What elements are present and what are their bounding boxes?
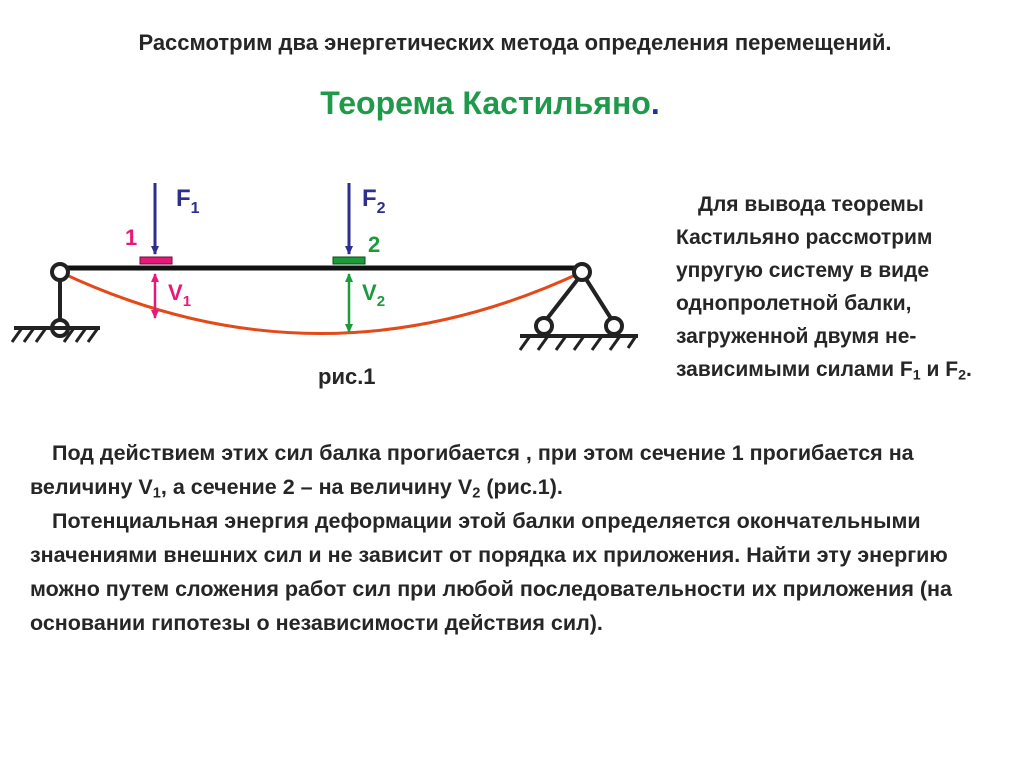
paragraph1-part1: Под действием этих сил балка прогибается , при этом сечение 1 прогибается на величину V [30, 441, 914, 499]
section-1-label: 1 [125, 225, 138, 250]
force-f1-label: $F_1$ [176, 185, 200, 217]
side-text [676, 188, 1021, 386]
beam-diagram [0, 170, 640, 400]
left-support [12, 264, 100, 342]
side-text-sub2: 2 [958, 367, 966, 384]
paragraph1-sub2: 2 [472, 485, 481, 502]
force-f2-label: $F_2$ [362, 185, 386, 217]
section-2-marker [333, 257, 365, 264]
deflection-curve [60, 272, 582, 334]
section-1-marker [140, 257, 172, 264]
deflection-v1-label: $V_1$ [168, 280, 192, 310]
paragraph2: Потенциальная энергия деформации этой балки определяется окончательными значениями внешних сил и не зависит от порядка их приложения. Найти эту энергию можно путем сложения работ сил при любой последовательности их приложения (на основании гипотезы о независимости действия сил). [30, 509, 952, 635]
side-text-sub1: 1 [912, 367, 921, 384]
side-text-part1: Для вывода теоремы Кастильяно рассмотрим упругую систему в виде однопролетной балки, загруженной двумя не-зависимыми силами F [676, 193, 933, 381]
title-dot: . [650, 85, 660, 121]
heading: Рассмотрим два энергетических метода определения перемещений. [138, 30, 892, 55]
paragraph1-sub1: 1 [152, 485, 161, 502]
side-text-part2: и F [920, 358, 959, 381]
paragraph1-part3: (рис.1). [480, 475, 563, 499]
page-title [0, 85, 980, 122]
section-2-label: 2 [368, 232, 381, 257]
title-text: Теорема Кастильяно [320, 85, 651, 121]
body-text [30, 436, 1005, 640]
paragraph1-part2: , а сечение 2 – на величину V [160, 475, 473, 499]
figure-caption: рис.1 [318, 364, 376, 389]
side-text-part3: . [966, 358, 972, 381]
right-support [520, 264, 638, 350]
deflection-v2-label: $V_2$ [362, 280, 386, 310]
